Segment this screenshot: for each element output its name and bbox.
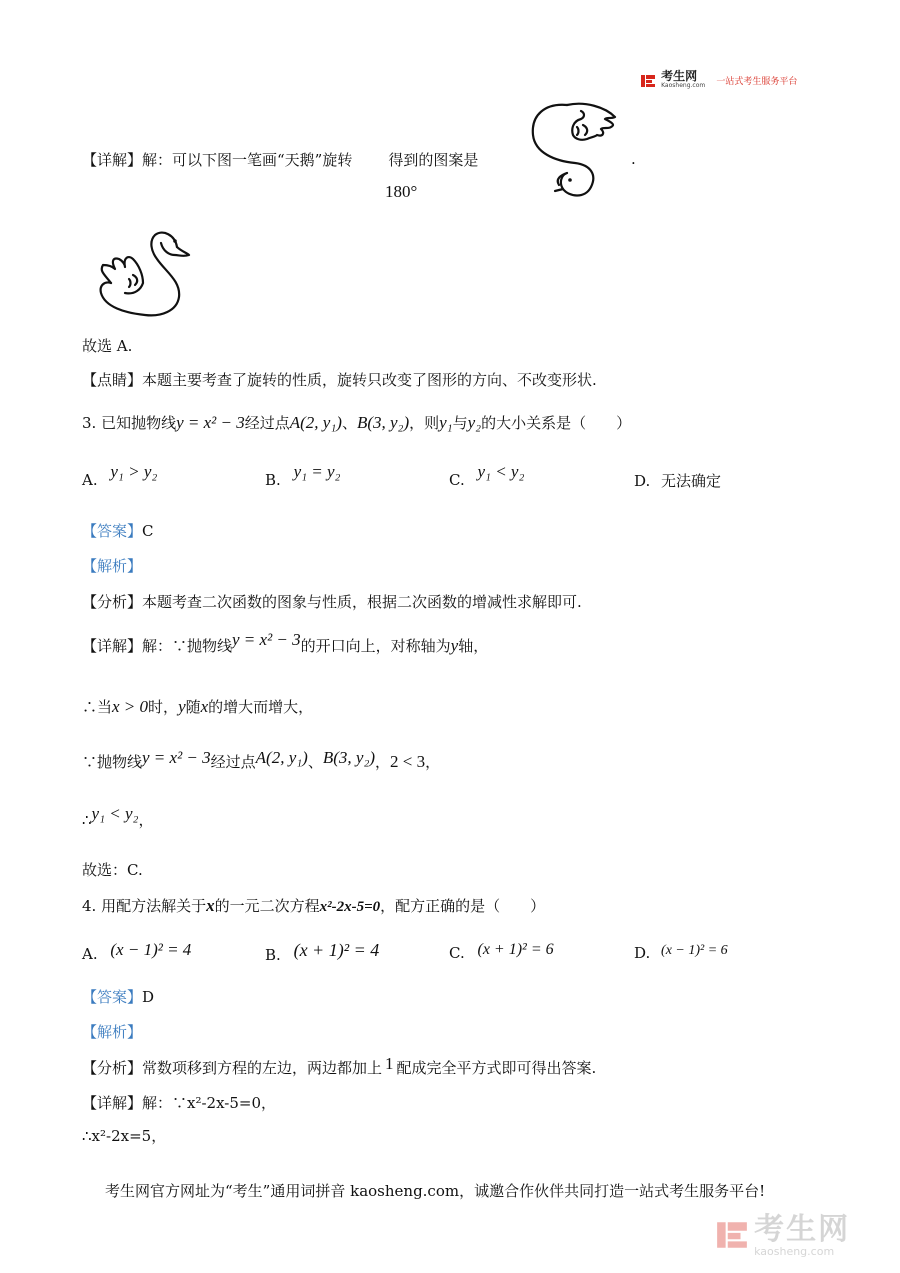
watermark-subtext: kaosheng.com [754,1245,835,1258]
q4-option-d[interactable]: D. (x − 1)² = 6 [634,943,728,962]
q3-formula: y = x² − 3 [176,413,245,432]
q3-stem: 3. 已知抛物线y = x² − 3经过点A(2, y₁)、B(3, y₂)，则y₁与y₂的大小关系是（ ） [82,413,632,432]
q3-option-a[interactable]: A. y₁ > y₂ [82,462,158,489]
q3-option-c[interactable]: C. y₁ < y₂ [449,462,525,489]
q4-option-b[interactable]: B. (x + 1)² = 4 [265,940,380,964]
q2-comment: 【点睛】本题主要考查了旋转的性质，旋转只改变了图形的方向、不改变形状. [82,371,597,389]
q3-point-b: B(3, y₂) [356,413,410,432]
rotated-swan-figure [525,95,625,203]
q2-conclusion: 故选 A. [82,337,133,355]
q3-option-b[interactable]: B. y₁ = y₂ [265,462,341,489]
footer-watermark [715,1212,885,1265]
q3-point-a: A(2, y₁) [289,413,342,432]
original-swan-figure [95,225,195,320]
q3-analysis-tag: 【解析】 [82,557,143,575]
q4-analysis-tag: 【解析】 [82,1023,143,1041]
q4-detail-2: ∴x²-2x=5， [82,1127,167,1145]
footer-text: 考生网官方网址为“考生”通用词拼音 kaosheng.com，诚邀合作伙伴共同打造一站式考生服务平台! [105,1182,766,1200]
q3-option-d[interactable]: D. 无法确定 [634,472,722,490]
q4-option-a[interactable]: A. (x − 1)² = 4 [82,940,192,963]
logo-subtext: Kaosheng.com [661,81,706,89]
q3-detail-3: ∵抛物线y = x² − 3经过点A(2, y₁)、B(3, y₂)，2 < 3， [82,748,441,771]
watermark-text: 考生网 [754,1212,851,1247]
q3-detail-2: ∴当x > 0时，y随x的增大而增大， [82,697,314,716]
header-logo [640,70,797,94]
q3-detail-4: ∴y₁ < y₂， [82,804,154,829]
logo-text: 考生网 [661,68,698,83]
watermark-logo-icon [715,1215,749,1259]
rotation-angle: 180° [385,182,418,201]
q4-analysis: 【分析】常数项移到方程的左边，两边都加上 1 配成完全平方式即可得出答案. [82,1054,597,1077]
q2-period: . [631,150,636,168]
q3-answer: 【答案】C [82,522,154,540]
q4-answer: 【答案】D [82,988,155,1006]
q3-detail-1: 【详解】解：∵抛物线y = x² − 3的开口向上，对称轴为y轴， [82,630,489,655]
q3-analysis: 【分析】本题考查二次函数的图象与性质，根据二次函数的增减性求解即可. [82,593,582,611]
q4-detail-1: 【详解】解：∵x²-2x-5=0， [82,1094,277,1112]
q4-equation: x²-2x-5=0 [319,899,381,915]
logo-mark-icon [640,73,656,89]
q4-option-c[interactable]: C. (x + 1)² = 6 [449,941,554,962]
q2-detail-line: 【详解】解：可以下图一笔画“天鹅”旋转 得到的图案是 [82,151,479,169]
q4-stem: 4. 用配方法解关于x的一元二次方程x²-2x-5=0，配方正确的是（ ） [82,896,546,915]
logo-slogan: 一站式考生服务平台 [716,77,798,87]
q3-conclusion: 故选：C. [82,861,143,879]
